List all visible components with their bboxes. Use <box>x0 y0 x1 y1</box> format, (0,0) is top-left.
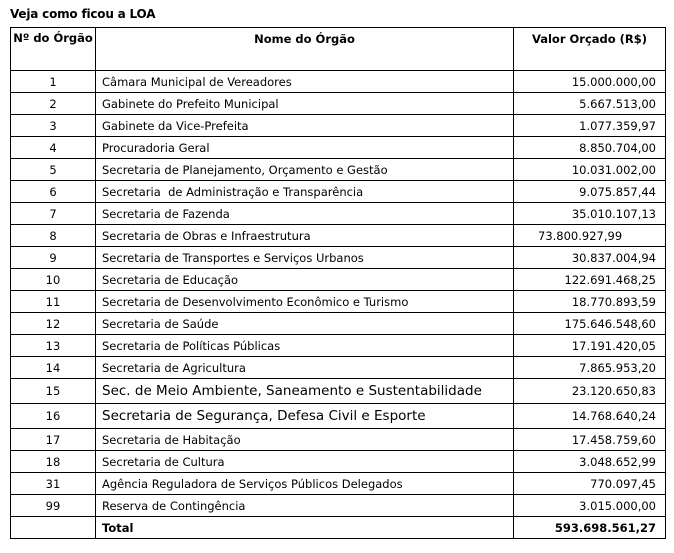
org-number: 17 <box>11 429 96 451</box>
table-row <box>11 225 666 247</box>
org-number: 7 <box>11 203 96 225</box>
org-number: 5 <box>11 159 96 181</box>
org-number: 14 <box>11 357 96 379</box>
table-row <box>11 357 666 379</box>
table-row <box>11 93 666 115</box>
org-name: Gabinete do Prefeito Municipal <box>96 93 514 115</box>
org-name: Câmara Municipal de Vereadores <box>96 71 514 93</box>
org-name: Secretaria de Obras e Infraestrutura <box>96 225 514 247</box>
org-number: 8 <box>11 225 96 247</box>
table-row <box>11 247 666 269</box>
org-number: 12 <box>11 313 96 335</box>
table-row <box>11 335 666 357</box>
header-org-name: Nome do Órgão <box>96 28 514 71</box>
org-value: 35.010.107,13 <box>514 203 666 225</box>
org-number: 18 <box>11 451 96 473</box>
org-number: 10 <box>11 269 96 291</box>
org-value: 14.768.640,24 <box>514 404 666 429</box>
table-row <box>11 495 666 517</box>
org-number: 6 <box>11 181 96 203</box>
header-org-number: Nº do Órgão <box>11 28 96 71</box>
total-label: Total <box>96 517 514 539</box>
org-name: Secretaria de Fazenda <box>96 203 514 225</box>
org-value: 17.458.759,60 <box>514 429 666 451</box>
total-empty-cell <box>11 517 96 539</box>
table-row <box>11 404 666 429</box>
org-value: 30.837.004,94 <box>514 247 666 269</box>
table-row <box>11 181 666 203</box>
table-row <box>11 291 666 313</box>
org-number: 4 <box>11 137 96 159</box>
org-value: 9.075.857,44 <box>514 181 666 203</box>
total-value: 593.698.561,27 <box>514 517 666 539</box>
table-row <box>11 203 666 225</box>
org-name: Secretaria de Habitação <box>96 429 514 451</box>
org-value: 18.770.893,59 <box>514 291 666 313</box>
table-row <box>11 473 666 495</box>
org-value: 3.048.652,99 <box>514 451 666 473</box>
table-row <box>11 115 666 137</box>
org-value: 73.800.927,99 <box>514 225 666 247</box>
org-number: 15 <box>11 379 96 404</box>
page-heading: Veja como ficou a LOA <box>10 7 156 21</box>
org-value: 175.646.548,60 <box>514 313 666 335</box>
org-number: 16 <box>11 404 96 429</box>
org-number: 13 <box>11 335 96 357</box>
org-name: Secretaria de Agricultura <box>96 357 514 379</box>
total-row <box>11 517 666 539</box>
org-value: 17.191.420,05 <box>514 335 666 357</box>
org-name: Secretaria de Segurança, Defesa Civil e Esporte <box>96 404 514 429</box>
org-number: 11 <box>11 291 96 313</box>
table-row <box>11 71 666 93</box>
org-value: 10.031.002,00 <box>514 159 666 181</box>
org-value: 7.865.953,20 <box>514 357 666 379</box>
org-name: Secretaria de Transportes e Serviços Urbanos <box>96 247 514 269</box>
table-row <box>11 429 666 451</box>
org-value: 770.097,45 <box>514 473 666 495</box>
org-name: Secretaria de Saúde <box>96 313 514 335</box>
table-row <box>11 137 666 159</box>
table-row <box>11 313 666 335</box>
org-value: 3.015.000,00 <box>514 495 666 517</box>
org-name: Secretaria de Administração e Transparência <box>96 181 514 203</box>
org-value: 122.691.468,25 <box>514 269 666 291</box>
table-row <box>11 451 666 473</box>
org-name: Sec. de Meio Ambiente, Saneamento e Sustentabilidade <box>96 379 514 404</box>
org-name: Secretaria de Desenvolvimento Econômico e Turismo <box>96 291 514 313</box>
org-number: 2 <box>11 93 96 115</box>
table-row <box>11 269 666 291</box>
org-name: Secretaria de Cultura <box>96 451 514 473</box>
org-value: 23.120.650,83 <box>514 379 666 404</box>
org-name: Agência Reguladora de Serviços Públicos Delegados <box>96 473 514 495</box>
org-value: 15.000.000,00 <box>514 71 666 93</box>
org-value: 8.850.704,00 <box>514 137 666 159</box>
budget-table <box>10 27 666 539</box>
org-number: 99 <box>11 495 96 517</box>
org-name: Reserva de Contingência <box>96 495 514 517</box>
table-row <box>11 159 666 181</box>
org-name: Secretaria de Educação <box>96 269 514 291</box>
org-number: 9 <box>11 247 96 269</box>
org-name: Procuradoria Geral <box>96 137 514 159</box>
header-budget-value: Valor Orçado (R$) <box>514 28 666 71</box>
org-name: Gabinete da Vice-Prefeita <box>96 115 514 137</box>
org-name: Secretaria de Políticas Públicas <box>96 335 514 357</box>
org-value: 5.667.513,00 <box>514 93 666 115</box>
org-name: Secretaria de Planejamento, Orçamento e Gestão <box>96 159 514 181</box>
org-value: 1.077.359,97 <box>514 115 666 137</box>
org-number: 3 <box>11 115 96 137</box>
org-number: 31 <box>11 473 96 495</box>
table-header-row <box>11 28 666 71</box>
org-number: 1 <box>11 71 96 93</box>
table-row <box>11 379 666 404</box>
